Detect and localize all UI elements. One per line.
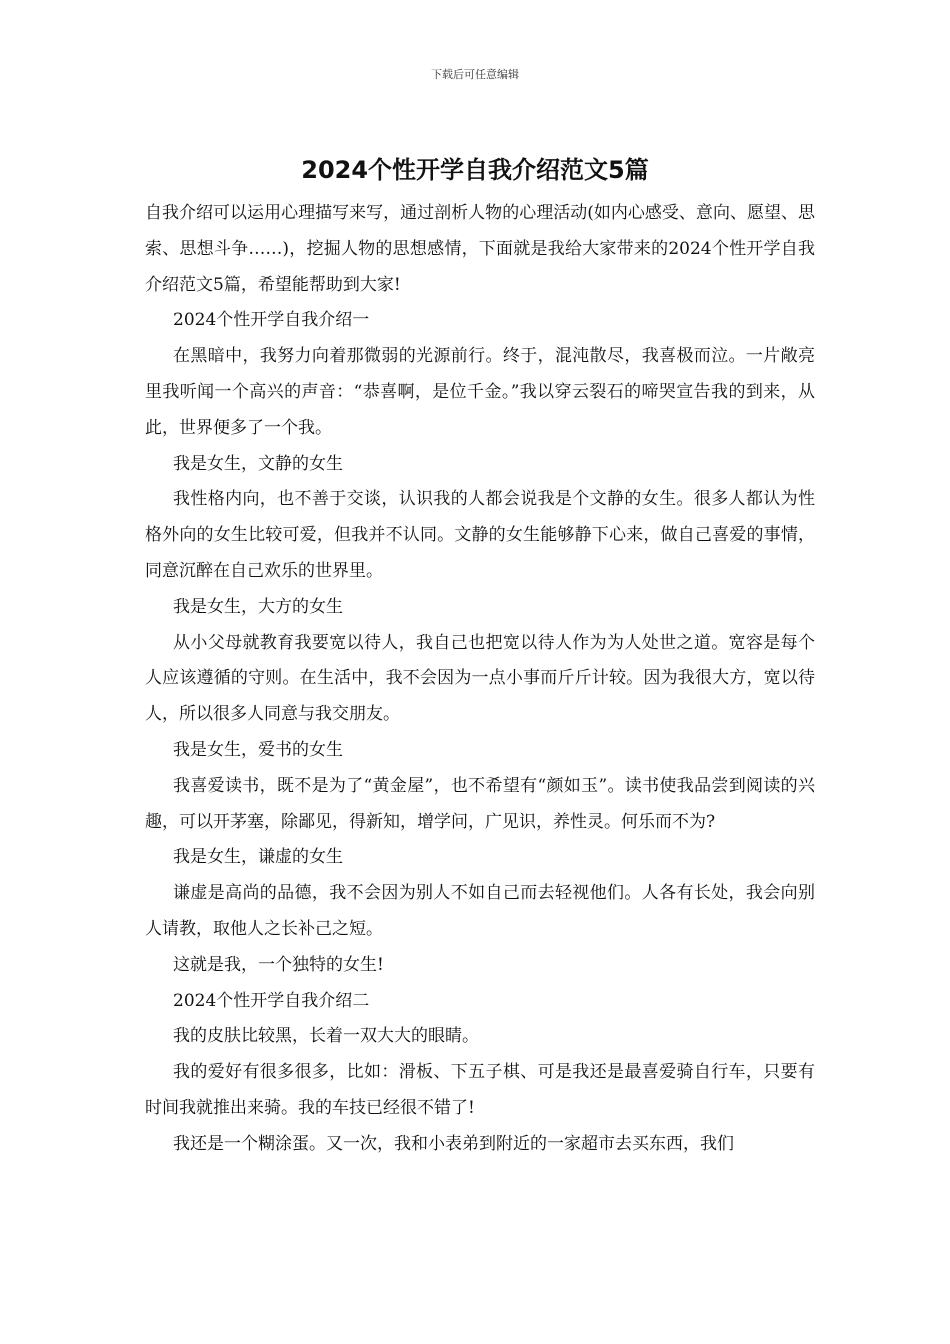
- header-note: 下载后可任意编辑: [431, 68, 519, 81]
- body-paragraph: 谦虚是高尚的品德，我不会因为别人不如自己而去轻视他们。人各有长处，我会向别人请教，取他人之长补己之短。: [145, 883, 815, 939]
- body-paragraph: 在黑暗中，我努力向着那微弱的光源前行。终于，混沌散尽，我喜极而泣。一片敞亮里我听闻一个高兴的声音：“恭喜啊，是位千金。”我以穿云裂石的啼哭宣告我的到来，从此，世界便多了一个我。: [145, 346, 815, 438]
- body-paragraph: 从小父母就教育我要宽以待人，我自己也把宽以待人作为为人处世之道。宽容是每个人应该遵循的守则。在生活中，我不会因为一点小事而斤斤计较。因为我很大方，宽以待人，所以很多人同意与我交朋友。: [145, 632, 815, 725]
- body-paragraph: 我还是一个糊涂蛋。又一次，我和小表弟到附近的一家超市去买东西，我们: [173, 1133, 734, 1154]
- section-heading-two: 2024个性开学自我介绍二: [173, 990, 370, 1011]
- subheading: 我是女生，文静的女生: [173, 453, 343, 474]
- intro-paragraph: 自我介绍可以运用心理描写来写，通过剖析人物的心理活动(如内心感受、意向、愿望、思索、思想斗争……)，挖掘人物的思想感情，下面就是我给大家带来的2024个性开学自我介绍范文5篇，希望能帮助到大家!: [145, 203, 815, 295]
- body-paragraph: 我的爱好有很多很多，比如：滑板、下五子棋、可是我还是最喜爱骑自行车，只要有时间我就推出来骑。我的车技已经很不错了!: [145, 1062, 815, 1118]
- document-title: 2024个性开学自我介绍范文5篇: [301, 156, 649, 184]
- body-paragraph: 我的皮肤比较黑，长着一双大大的眼睛。: [173, 1026, 479, 1047]
- document-body: [145, 196, 815, 1163]
- subheading: 我是女生，大方的女生: [173, 596, 343, 617]
- subheading: 我是女生，谦虚的女生: [173, 847, 343, 868]
- subheading: 我是女生，爱书的女生: [173, 739, 343, 760]
- section-heading-one: 2024个性开学自我介绍一: [173, 310, 370, 331]
- body-paragraph: 我喜爱读书，既不是为了“黄金屋”，也不希望有“颜如玉”。读书使我品尝到阅读的兴趣，可以开茅塞，除鄙见，得新知，增学问，广见识，养性灵。何乐而不为?: [145, 775, 815, 832]
- body-paragraph: 我性格内向，也不善于交谈，认识我的人都会说我是个文静的女生。很多人都认为性格外向的女生比较可爱，但我并不认同。文静的女生能够静下心来，做自己喜爱的事情，同意沉醉在自己欢乐的世界里。: [145, 489, 815, 581]
- body-paragraph: 这就是我，一个独特的女生!: [173, 954, 384, 975]
